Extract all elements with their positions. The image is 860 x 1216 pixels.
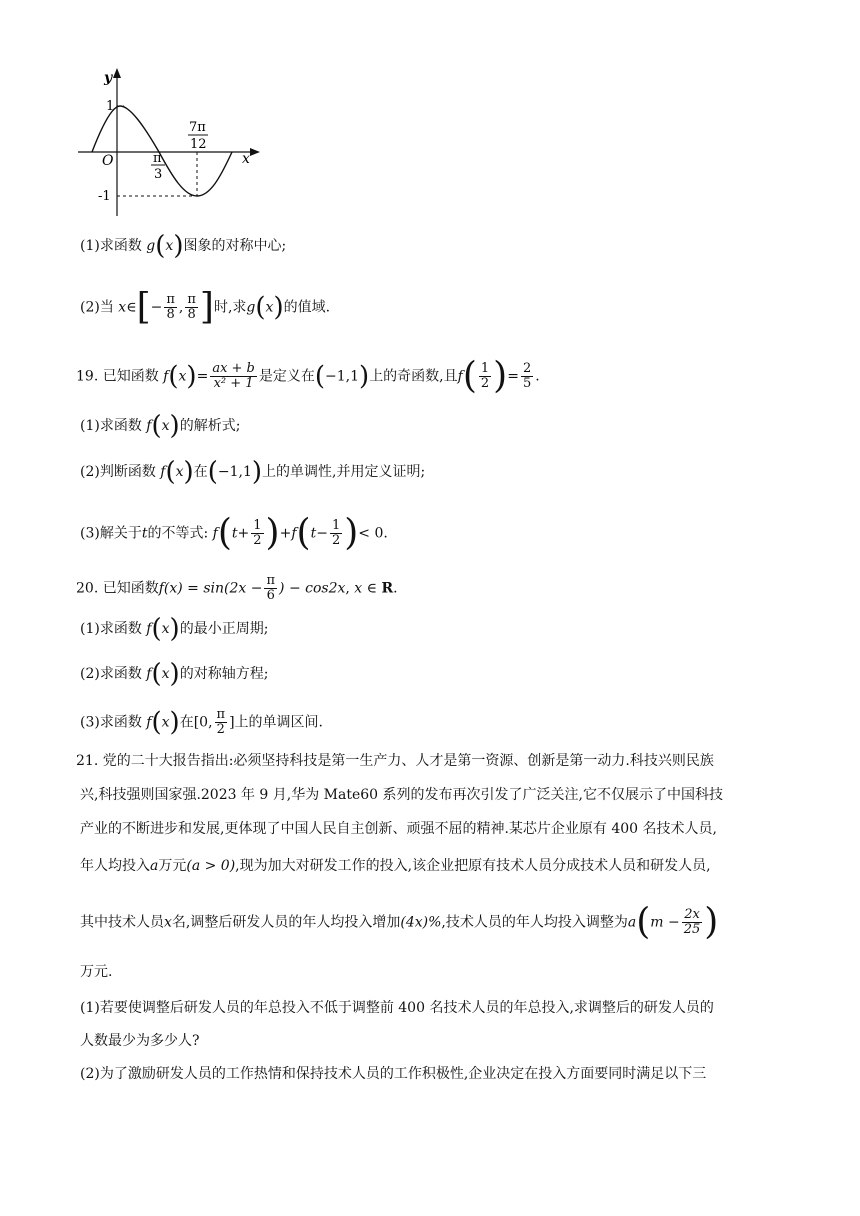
frac-pi-8-lower: $\frac{\pi}{8}$: [166, 292, 175, 322]
tick-label-1: 1: [106, 99, 115, 114]
tick-label-pi3-num: π: [153, 151, 162, 166]
q21-line3: 产业的不断进步和发展,更体现了中国人民自主创新、顽强不屈的精神.某芯片企业原有 400 名技术人员,: [80, 821, 717, 837]
tick-label-neg1: -1: [98, 189, 111, 204]
q20-part2: (2)求函数 f(x)的对称轴方程;: [80, 659, 269, 689]
frac-half-b: $\frac{1}{2}$: [331, 518, 341, 548]
sine-curve: [92, 106, 232, 196]
q20-part1: (1)求函数 f(x)的最小正周期;: [80, 614, 269, 644]
frac-half: $\frac{1}{2}$: [480, 361, 490, 391]
q21-line1: 21. 党的二十大报告指出:必须坚持科技是第一生产力、人才是第一资源、创新是第一动力.科技兴则民族: [76, 753, 714, 769]
frac-pi-6: $\frac{\pi}{6}$: [266, 573, 276, 603]
frac-ax-b: $\frac{ax + b}{\text{x² + 1}}$: [212, 361, 255, 391]
frac-pi-8-upper: $\frac{\pi}{8}$: [187, 292, 196, 322]
q21-part1-line2: 人数最少为多少人?: [80, 1033, 200, 1049]
frac-2x-25: $\frac{2x}{25}$: [683, 907, 701, 937]
origin-label: O: [102, 153, 114, 169]
q18-part2: (2)当 x∈[− $\frac{\pi}{8}$ , $\frac{\pi}{8}$ ]时,求g(x)的值域.: [80, 286, 331, 328]
q21-line2: 兴,科技强则国家强.2023 年 9 月,华为 Mate60 系列的发布再次引发了广泛关注,它不仅展示了中国科技: [80, 787, 723, 803]
q19-part2: (2)判断函数 f(x)在(−1,1)上的单调性,并用定义证明;: [80, 457, 426, 487]
q21-part1-line1: (1)若要使调整后研发人员的年总投入不低于调整前 400 名技术人员的年总投入,求调整后的研发人员的: [80, 1000, 714, 1016]
y-axis-label: y: [104, 70, 113, 86]
q18-part1: (1)求函数 g(x)图象的对称中心;: [80, 231, 287, 261]
frac-pi-2: $\frac{\pi}{2}$: [216, 707, 226, 737]
q21-line6: 万元.: [80, 964, 113, 980]
q21-part2-line1: (2)为了激励研发人员的工作热情和保持技术人员的工作积极性,企业决定在投入方面要同时满足以下三: [80, 1066, 707, 1082]
sine-graph: [72, 68, 342, 218]
frac-two-fifths: $\frac{2}{5}$: [522, 361, 532, 391]
frac-half-a: $\frac{1}{2}$: [253, 518, 262, 548]
tick-label-7pi12-den: 12: [190, 137, 207, 152]
q19-part1: (1)求函数 f(x)的解析式;: [80, 411, 241, 441]
q20-stem: 20. 已知函数f(x) = sin(2x − $\frac{\pi}{6}$ ) − cos2x, x ∈ R.: [76, 573, 398, 603]
q21-line4: 年人均投入a万元(a > 0),现为加大对研发工作的投入,该企业把原有技术人员分成技术人员和研发人员,: [80, 858, 711, 874]
x-axis-arrow: [250, 148, 260, 156]
y-axis-arrow: [113, 68, 121, 78]
tick-label-7pi12-num: 7π: [189, 120, 206, 135]
tick-label-pi3-den: 3: [154, 167, 163, 182]
q20-part3: (3)求函数 f(x)在[0, $\frac{\pi}{2}$ ]上的单调区间.: [80, 707, 323, 738]
q19-part3: (3)解关于t的不等式: f(t+ $\frac{1}{2}$ )+f(t− $\frac{1}{2}$ )< 0.: [80, 512, 388, 554]
q19-stem: 19. 已知函数 f(x)= $\frac{ax + b}{\text{x² + 1}}$ 是定义在(−1,1)上的奇函数,且f( $\frac{1}{2}$ )= $\frac{2}{5}$ .: [76, 355, 540, 397]
x-axis-label: x: [242, 151, 250, 167]
q21-line5: 其中技术人员x名,调整后研发人员的年人均投入增加(4x)%,技术人员的年人均投入调整为a(m − $\frac{2x}{25}$ ): [80, 901, 719, 943]
